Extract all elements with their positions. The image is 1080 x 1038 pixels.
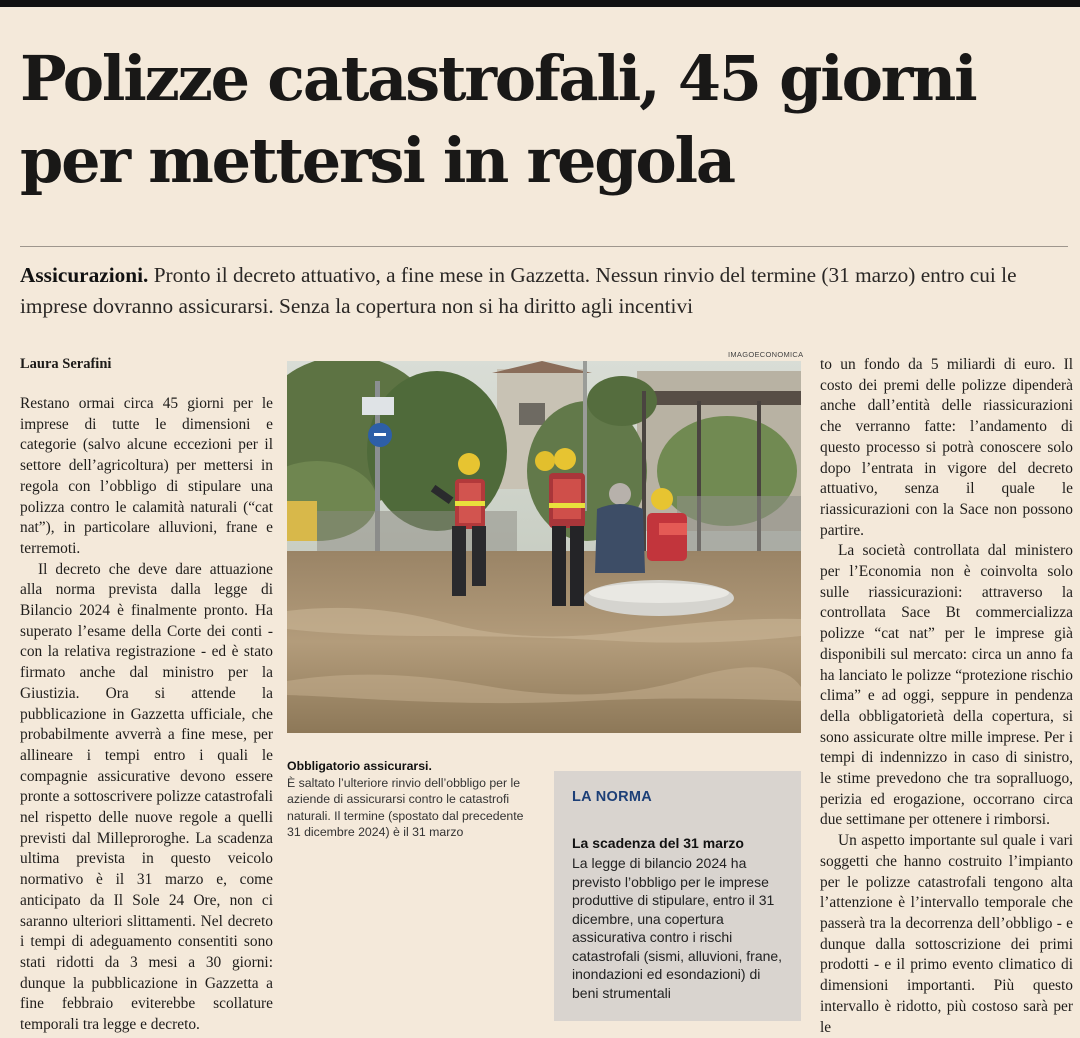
article-headline xyxy=(20,38,1060,202)
caption-title: Obbligatorio assicurarsi. xyxy=(287,759,432,773)
sidebar-label: LA NORMA xyxy=(572,789,652,805)
sidebar-title: La scadenza del 31 marzo xyxy=(572,835,744,851)
headline-divider xyxy=(20,246,1068,247)
la-norma-sidebar xyxy=(554,771,801,1021)
column-3-paragraph-2: La società controllata dal ministero per l’Economia non è coinvolta solo sulle riassicurazioni: attraverso la controllata Sace Bt commercializza polizze “cat nat” per le imprese già disponibili sul mercato: circa un anno fa ha lanciato le polizze “protezione rischio clima” e ad oggi, seppure in pendenza della obbligatorietà della copertura, si sono assicurate oltre mille imprese. Per i tempi di indennizzo in caso di sinistro, le stime prevedono che tra sopralluogo, perizia ed erogazione, occorrano circa due settimane per ottenere i rimborsi. xyxy=(820,542,1073,829)
column-3-paragraph-3: Un aspetto importante sul quale i vari soggetti che hanno costruito l’impianto per le polizze catastrofali tengono alta l’attenzione è l’intervallo temporale che passerà tra la decorrenza dell’obbligo - e dunque dalla sottoscrizione dei primi prodotti - e il primo evento climatico di dimensioni importanti. Più questo intervallo è ridotto, più costoso sarà per le xyxy=(820,832,1073,1036)
top-border xyxy=(0,0,1080,7)
photo-caption xyxy=(287,758,537,841)
kicker-text: Pronto il decreto attuativo, a fine mese in Gazzetta. Nessun rinvio del termine (31 marzo) entro cui le imprese dovranno assicurarsi. Senza la copertura non si ha diritto agli incentivi xyxy=(20,263,1017,318)
flood-rescue-photo xyxy=(287,361,801,733)
article-column-1 xyxy=(20,394,273,1036)
column-1-paragraph-1: Restano ormai circa 45 giorni per le imprese di tutte le dimensioni e categorie (salvo alcune eccezioni per il settore dell’agricoltura) per mettersi in regola con l’obbligo di stipulare una polizza contro le calamità naturali (“cat nat”), in particolare alluvioni, frane e terremoti. xyxy=(20,395,273,557)
headline-line-1: Polizze catastrofali, 45 giorni xyxy=(20,42,976,115)
caption-text: È saltato l’ulteriore rinvio dell’obbligo per le aziende di assicurarsi contro le catastrofi naturali. Il termine (spostato dal precedente 31 dicembre 2024) è il 31 marzo xyxy=(287,775,524,840)
author-byline: Laura Serafini xyxy=(20,356,112,372)
photo-credit: IMAGOECONOMICA xyxy=(728,350,804,359)
column-1-paragraph-2: Il decreto che deve dare attuazione alla norma prevista dalla legge di Bilancio 2024 è finalmente pronto. Ha superato l’esame della Corte dei conti - con la relativa registrazione - ed è stato firmato anche dal ministro per la Giustizia. Ora si attende la pubblicazione in Gazzetta ufficiale, che probabilmente avverrà a fine mese, per allineare i tempi entro i quali le compagnie assicurative devono essere pronte a sottoscrivere polizze catastrofali nel rispetto delle nuove regole a quelli previsti dal Milleproroghe. La scadenza ultima prevista in questo veicolo normativo è il 31 marzo e, come anticipato da Il Sole 24 Ore, non ci saranno ulteriori slittamenti. Nel decreto i tempi di adeguamento consentiti sono stati ridotti da 3 mesi a 30 giorni: dunque la pubblicazione in Gazzetta a fine febbraio eviterebbe scollature temporali tra legge e decreto. xyxy=(20,560,273,1034)
kicker-label: Assicurazioni. xyxy=(20,263,149,287)
headline-line-2: per mettersi in regola xyxy=(20,124,734,197)
article-kicker xyxy=(20,260,1070,322)
column-3-paragraph-1: to un fondo da 5 miliardi di euro. Il costo dei premi delle polizze dipenderà anche dall’entità delle riassicurazioni che verranno fatte: l’andamento di questo processo si potrà conoscere solo dopo l’entrata in vigore del decreto attuativo, senza il quale le riassicurazioni con la Sace non possono partire. xyxy=(820,356,1073,539)
article-column-3 xyxy=(820,355,1073,1038)
sidebar-text: La legge di bilancio 2024 ha previsto l’obbligo per le imprese produttive di stipulare, entro il 31 dicembre, una copertura assicurativa contro i rischi catastrofali (sismi, alluvioni, frane, inondazioni ed esondazioni) di beni strumentali xyxy=(572,855,783,1001)
